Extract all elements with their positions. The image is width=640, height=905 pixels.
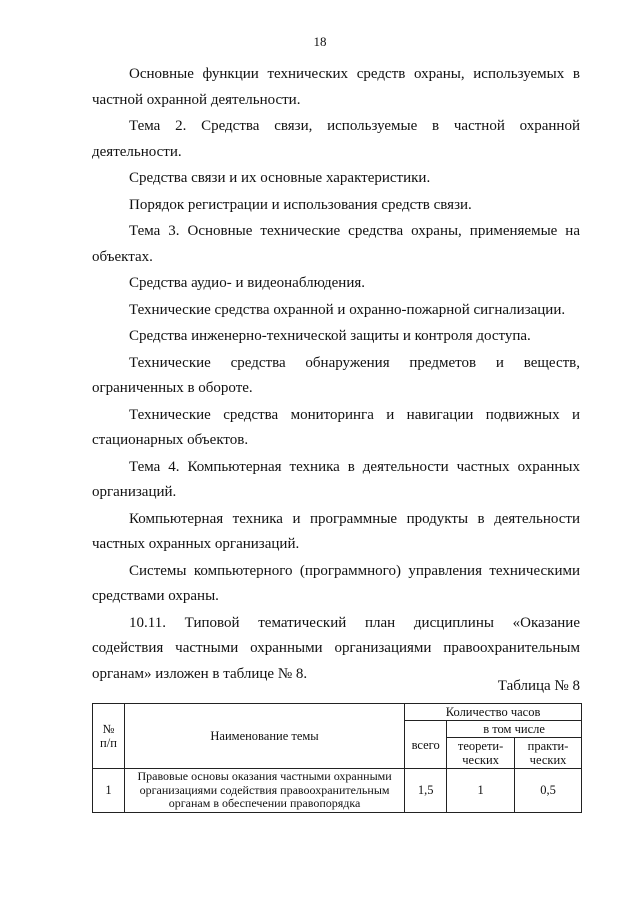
header-including: в том числе bbox=[447, 721, 582, 738]
row-theory: 1 bbox=[447, 769, 515, 813]
paragraph: Системы компьютерного (программного) управления техническими средствами охраны. bbox=[92, 562, 580, 604]
paragraph: Технические средства обнаружения предметов и веществ, ограниченных в обороте. bbox=[92, 354, 580, 396]
paragraph: Средства инженерно-технической защиты и контроля доступа. bbox=[129, 328, 531, 344]
page-number: 18 bbox=[313, 34, 327, 49]
row-num: 1 bbox=[93, 769, 125, 813]
paragraph: Средства связи и их основные характеристики. bbox=[129, 170, 431, 186]
topic-heading: Тема 2. Средства связи, используемые в частной охранной деятельности. bbox=[92, 118, 580, 160]
header-name: Наименование темы bbox=[124, 704, 404, 769]
header-total: всего bbox=[405, 721, 447, 769]
row-name: Правовые основы оказания частными охранными организациями содействия правоохранительным органам в обеспечении правопорядка bbox=[124, 769, 404, 813]
paragraph: Технические средства охранной и охранно-пожарной сигнализации. bbox=[129, 301, 566, 318]
paragraph: Порядок регистрации и использования средств связи. bbox=[129, 196, 472, 213]
header-practice: практи-ческих bbox=[515, 738, 582, 769]
paragraph: Компьютерная техника и программные продукты в деятельности частных охранных организаций. bbox=[92, 510, 580, 552]
paragraph: Средства аудио- и видеонаблюдения. bbox=[129, 275, 366, 291]
header-hours: Количество часов bbox=[405, 704, 582, 721]
topic-heading: Тема 3. Основные технические средства охраны, применяемые на объектах. bbox=[92, 223, 580, 265]
document-body bbox=[92, 62, 580, 688]
topic-heading: Тема 4. Компьютерная техника в деятельности частных охранных организаций. bbox=[92, 458, 580, 500]
row-practice: 0,5 bbox=[515, 769, 582, 813]
row-total: 1,5 bbox=[405, 769, 447, 813]
table-header-row bbox=[93, 704, 582, 721]
section-paragraph: 10.11. Типовой тематический план дисциплины «Оказание содействия частными охранными организациями правоохранительным органам» изложен в таблице № 8. bbox=[92, 614, 580, 682]
table-row bbox=[93, 769, 582, 813]
table-caption: Таблица № 8 bbox=[497, 678, 580, 694]
header-num: № п/п bbox=[93, 704, 125, 769]
paragraph: Основные функции технических средств охраны, используемых в частной охранной деятельности. bbox=[92, 66, 580, 108]
paragraph: Технические средства мониторинга и навигации подвижных и стационарных объектов. bbox=[92, 406, 580, 448]
hours-table bbox=[92, 703, 582, 813]
header-theory: теорети-ческих bbox=[447, 738, 515, 769]
